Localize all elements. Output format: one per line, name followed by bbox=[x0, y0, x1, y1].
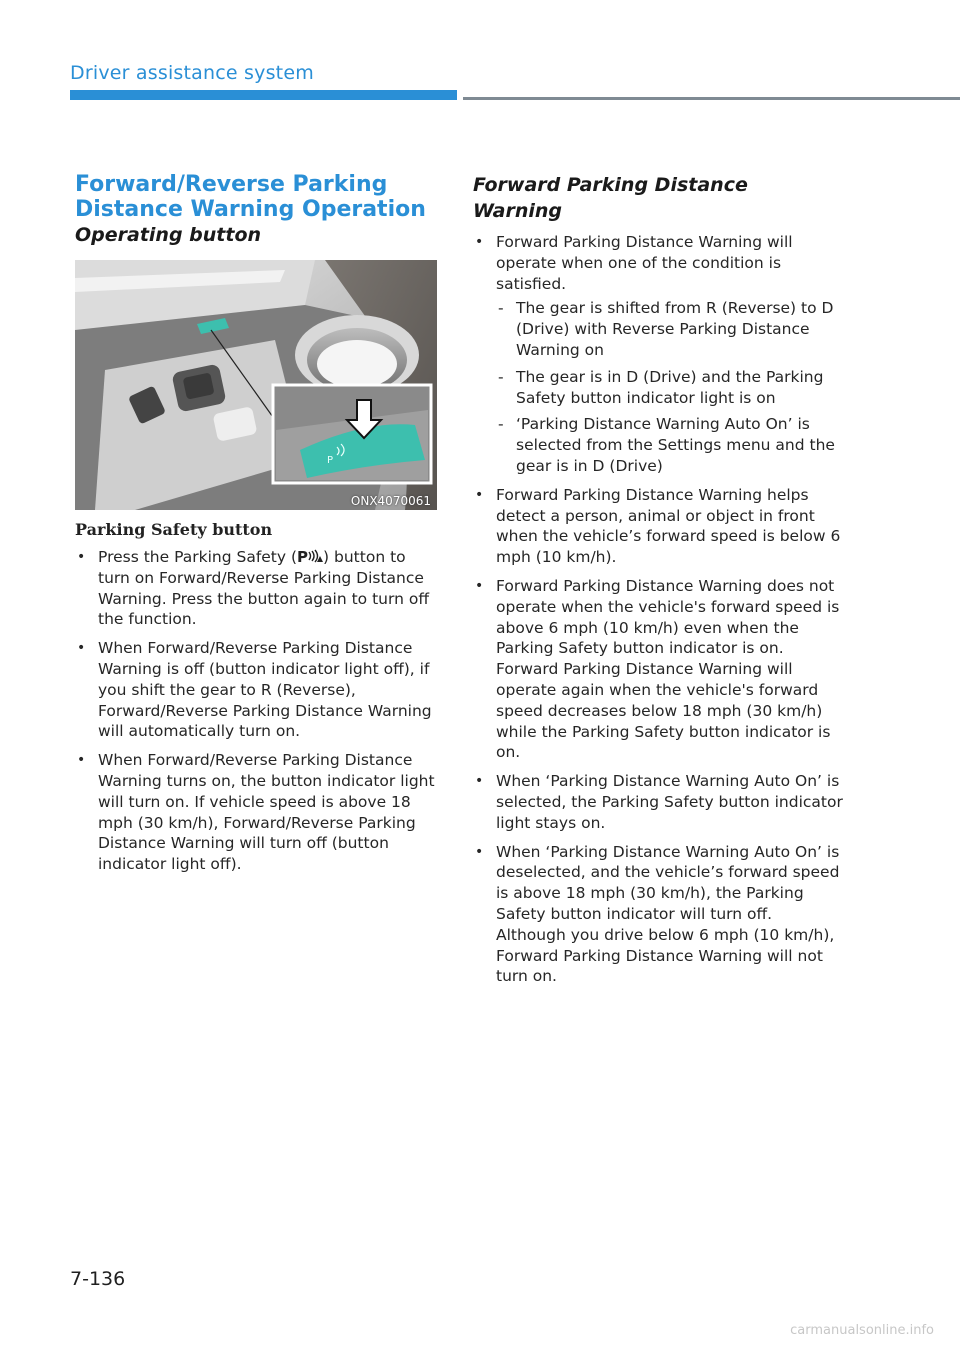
right-column bbox=[473, 172, 843, 995]
condition-list bbox=[496, 298, 843, 476]
condition-item: - The gear is in D (Drive) and the Parking Safety button indicator light is on bbox=[496, 367, 843, 409]
list-item: • When ‘Parking Distance Warning Auto On’ is selected, the Parking Safety button indicator light stays on. bbox=[473, 771, 843, 833]
list-item: • Forward Parking Distance Warning helps detect a person, animal or object in front when the vehicle’s forward speed is below 6 mph (10 km/h). bbox=[473, 485, 843, 568]
list-item: • When Forward/Reverse Parking Distance Warning is off (button indicator light off), if you shift the gear to R (Reverse), Forward/Reverse Parking Distance Warning will automatically turn on. bbox=[75, 638, 437, 742]
left-column bbox=[75, 172, 437, 883]
condition-item: - The gear is shifted from R (Reverse) to D (Drive) with Reverse Parking Distance Warning on bbox=[496, 298, 843, 360]
list-item: • Press the Parking Safety ( P ) button to turn on Forward/Reverse Parking Distance Warning. Press the button again to turn off the function. bbox=[75, 547, 437, 630]
operating-button-title: Operating button bbox=[75, 224, 262, 246]
parking-safety-button-figure bbox=[75, 260, 437, 510]
section-title-line1: Forward/Reverse Parking bbox=[75, 172, 388, 197]
left-bullet-list bbox=[75, 547, 437, 875]
header-rule-gray bbox=[463, 97, 960, 100]
section-title bbox=[75, 172, 437, 222]
forward-pdw-title: Forward Parking Distance Warning bbox=[473, 174, 748, 222]
figure-code: ONX4070061 bbox=[350, 494, 431, 508]
right-bullet-list bbox=[473, 232, 843, 987]
parking-safety-icon bbox=[297, 547, 323, 565]
console-illustration bbox=[75, 260, 437, 510]
svg-text:P: P bbox=[327, 455, 334, 466]
list-item: • When Forward/Reverse Parking Distance Warning turns on, the button indicator light will turn on. If vehicle speed is above 18 mph (30 km/h), Forward/Reverse Parking Distance Warning will turn off (button indicator light off). bbox=[75, 750, 437, 875]
list-item: • Forward Parking Distance Warning will operate when one of the condition is satisfied. - The gear is shifted from R (Reverse) to D (Drive) with Reverse Parking Distance Warning on - The gear is in D (Drive) and the Parking Safety button indicator light is on - ‘Parking Distance Warning Auto On’ is selected from the Settings menu and the gear is in D (Drive) bbox=[473, 232, 843, 477]
header-title: Driver assistance system bbox=[70, 62, 314, 84]
watermark: carmanualsonline.info bbox=[790, 1323, 934, 1338]
list-item: • Forward Parking Distance Warning does not operate when the vehicle's forward speed is above 6 mph (10 km/h) even when the Parking Safety button indicator is on. Forward Parking Distance Warning will operate again when the vehicle's forward speed decreases below 18 mph (30 km/h) while the Parking Safety button indicator is on. bbox=[473, 576, 843, 763]
page-number: 7-136 bbox=[70, 1268, 126, 1290]
condition-item: - ‘Parking Distance Warning Auto On’ is selected from the Settings menu and the gear is in D (Drive) bbox=[496, 414, 843, 476]
header-rule-blue bbox=[70, 90, 457, 100]
svg-text:P: P bbox=[297, 548, 309, 565]
figure-caption: Parking Safety button bbox=[75, 520, 273, 539]
section-title-line2: Distance Warning Operation bbox=[75, 197, 426, 222]
list-item: • When ‘Parking Distance Warning Auto On’ is deselected, and the vehicle’s forward speed is above 18 mph (30 km/h), the Parking Safety button indicator will turn off. Although you drive below 6 mph (10 km/h), Forward Parking Distance Warning will not turn on. bbox=[473, 842, 843, 988]
